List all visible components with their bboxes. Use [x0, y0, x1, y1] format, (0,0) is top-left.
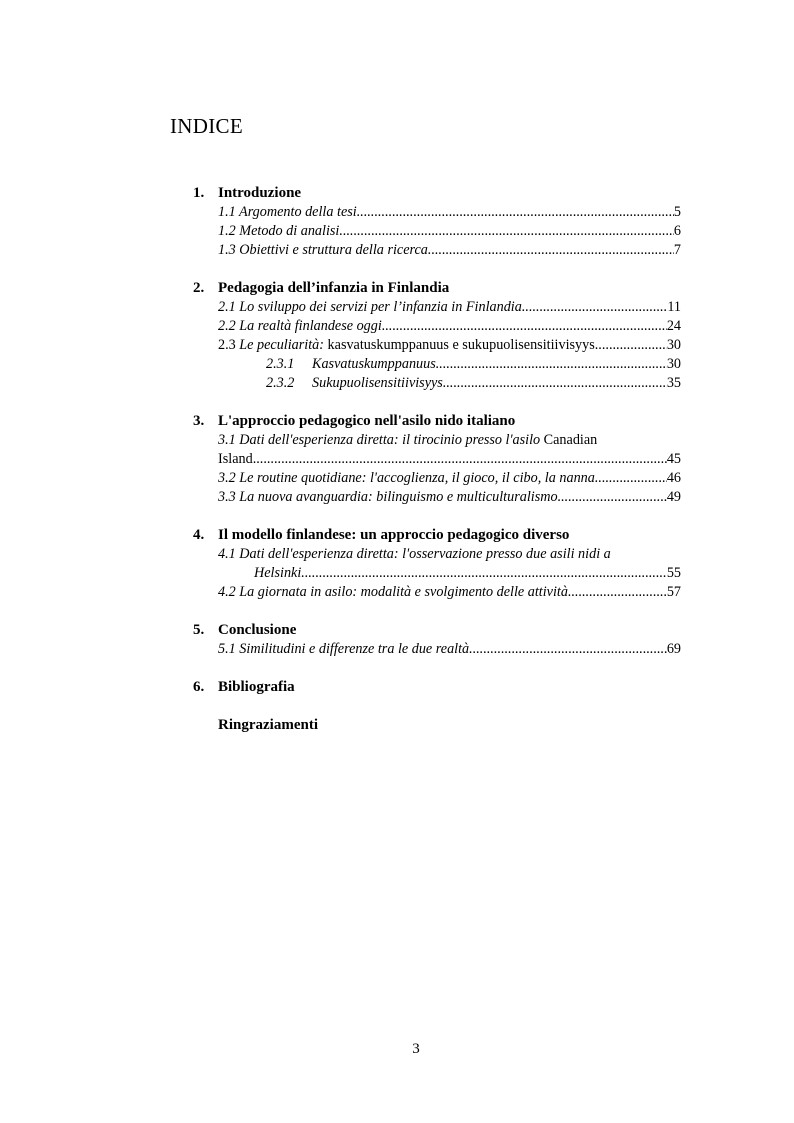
toc-entry-label [266, 355, 436, 374]
toc-chapter-5 [193, 621, 681, 659]
toc-subentry-number: 2.3.2 [266, 375, 295, 391]
dot-leader [568, 583, 667, 602]
toc-entry[interactable] [218, 640, 681, 659]
chapter-title: Bibliografia [218, 679, 295, 695]
chapter-title: L'approccio pedagogico nell'asilo nido italiano [218, 413, 516, 429]
toc-entry[interactable] [218, 298, 681, 317]
dot-leader [382, 317, 667, 336]
toc-chapter-4 [193, 526, 681, 602]
chapter-heading[interactable] [193, 526, 681, 545]
dot-leader [253, 450, 667, 469]
chapter-heading[interactable] [193, 279, 681, 298]
page-title: INDICE [170, 114, 243, 138]
toc-subentry-number: 2.3.1 [266, 356, 295, 372]
dot-leader [301, 564, 667, 583]
toc-entry-page: 69 [666, 641, 681, 657]
dot-leader [595, 469, 667, 488]
toc-subentry[interactable] [218, 355, 681, 374]
toc-entry-page: 45 [666, 451, 681, 467]
toc-entry-page: 11 [667, 299, 681, 315]
table-of-contents [193, 184, 681, 735]
toc-entry-label: 4.2 La giornata in asilo: modalità e svolgimento delle attività [218, 584, 568, 600]
chapter-heading[interactable] [193, 621, 681, 640]
toc-entry-label: 4.1 Dati dell'esperienza diretta: l'osservazione presso due asili nidi a [218, 546, 611, 562]
toc-entry-page: 35 [666, 375, 681, 391]
chapter-heading[interactable] [193, 412, 681, 431]
chapter-title: Il modello finlandese: un approccio pedagogico diverso [218, 527, 570, 543]
toc-entry-label [218, 431, 681, 450]
toc-entry-page: 46 [666, 470, 681, 486]
chapter-title: Pedagogia dell’infanzia in Finlandia [218, 280, 450, 296]
toc-subentry-title: Sukupuolisensitiivisyys [312, 375, 443, 391]
dot-leader [339, 222, 674, 241]
toc-entry-page: 49 [666, 489, 681, 505]
dot-leader [428, 241, 674, 260]
toc-chapter-2 [193, 279, 681, 393]
toc-entry[interactable] [218, 431, 681, 469]
toc-entry-page: 7 [673, 242, 681, 258]
toc-entry[interactable] [218, 241, 681, 260]
toc-entry-page: 5 [673, 204, 681, 220]
toc-entry-label: 1.1 Argomento della tesi [218, 204, 357, 220]
chapter-title: Introduzione [218, 185, 302, 201]
toc-entry-label: 5.1 Similitudini e differenze tra le due realtà [218, 641, 470, 657]
page-number: 3 [412, 1041, 420, 1057]
toc-chapter-6 [193, 678, 681, 697]
toc-entry-label: 2.2 La realtà finlandese oggi [218, 318, 382, 334]
toc-entry-label-continued: Island [218, 451, 253, 467]
toc-entry-label-italic: 3.1 Dati dell'esperienza diretta: il tirocinio presso l'asilo [218, 432, 541, 448]
toc-entry-label-rest: kasvatuskumppanuus e sukupuolisensitiivisyys [324, 337, 595, 353]
toc-entry[interactable] [218, 222, 681, 241]
chapter-number: 2. [193, 280, 205, 296]
chapter-number: 5. [193, 622, 205, 638]
toc-entry[interactable] [218, 336, 681, 355]
toc-entry-label: 3.2 Le routine quotidiane: l'accoglienza, il gioco, il cibo, la nanna [218, 470, 595, 486]
chapter-number: 1. [193, 185, 205, 201]
toc-chapter-1 [193, 184, 681, 260]
toc-entry-page: 6 [673, 223, 681, 239]
dot-leader [357, 203, 674, 222]
toc-entry[interactable] [218, 545, 681, 583]
toc-entry[interactable] [218, 317, 681, 336]
toc-entry-page: 30 [666, 356, 681, 372]
dot-leader [558, 488, 667, 507]
chapter-number: 4. [193, 527, 205, 543]
toc-entry-label-italic: Le peculiarità: [239, 337, 324, 353]
chapter-number: 6. [193, 679, 205, 695]
chapter-number: 3. [193, 413, 205, 429]
toc-entry[interactable] [218, 203, 681, 222]
toc-entry-label [218, 336, 595, 355]
toc-entry-page: 55 [666, 565, 681, 581]
dot-leader [443, 374, 667, 393]
toc-chapter-3 [193, 412, 681, 507]
toc-entry-label-prefix: 2.3 [218, 337, 240, 353]
chapter-heading[interactable] [193, 184, 681, 203]
dot-leader [595, 336, 667, 355]
dot-leader [522, 298, 667, 317]
toc-entry-label [266, 374, 443, 393]
toc-entry[interactable] [218, 469, 681, 488]
toc-entry[interactable] [218, 583, 681, 602]
dot-leader [469, 640, 667, 659]
toc-entry-page: 57 [666, 584, 681, 600]
chapter-title: Conclusione [218, 622, 297, 638]
dot-leader [436, 355, 667, 374]
chapter-heading[interactable] [193, 678, 681, 697]
toc-entry-label-continued: Helsinki [254, 565, 302, 581]
toc-entry-label: 1.3 Obiettivi e struttura della ricerca [218, 242, 428, 258]
toc-entry-label-rest: Canadian [540, 432, 598, 448]
toc-entry[interactable] [218, 488, 681, 507]
toc-entry-page: 30 [666, 337, 681, 353]
toc-entry-label: 2.1 Lo sviluppo dei servizi per l’infanzia in Finlandia [218, 299, 522, 315]
toc-entry-label: 1.2 Metodo di analisi [218, 223, 340, 239]
acknowledgements-heading[interactable]: Ringraziamenti [218, 717, 318, 733]
toc-entry-label: 3.3 La nuova avanguardia: bilinguismo e multiculturalismo [218, 489, 558, 505]
toc-subentry[interactable] [218, 374, 681, 393]
toc-entry-page: 24 [666, 318, 681, 334]
toc-subentry-title: Kasvatuskumppanuus [312, 356, 436, 372]
